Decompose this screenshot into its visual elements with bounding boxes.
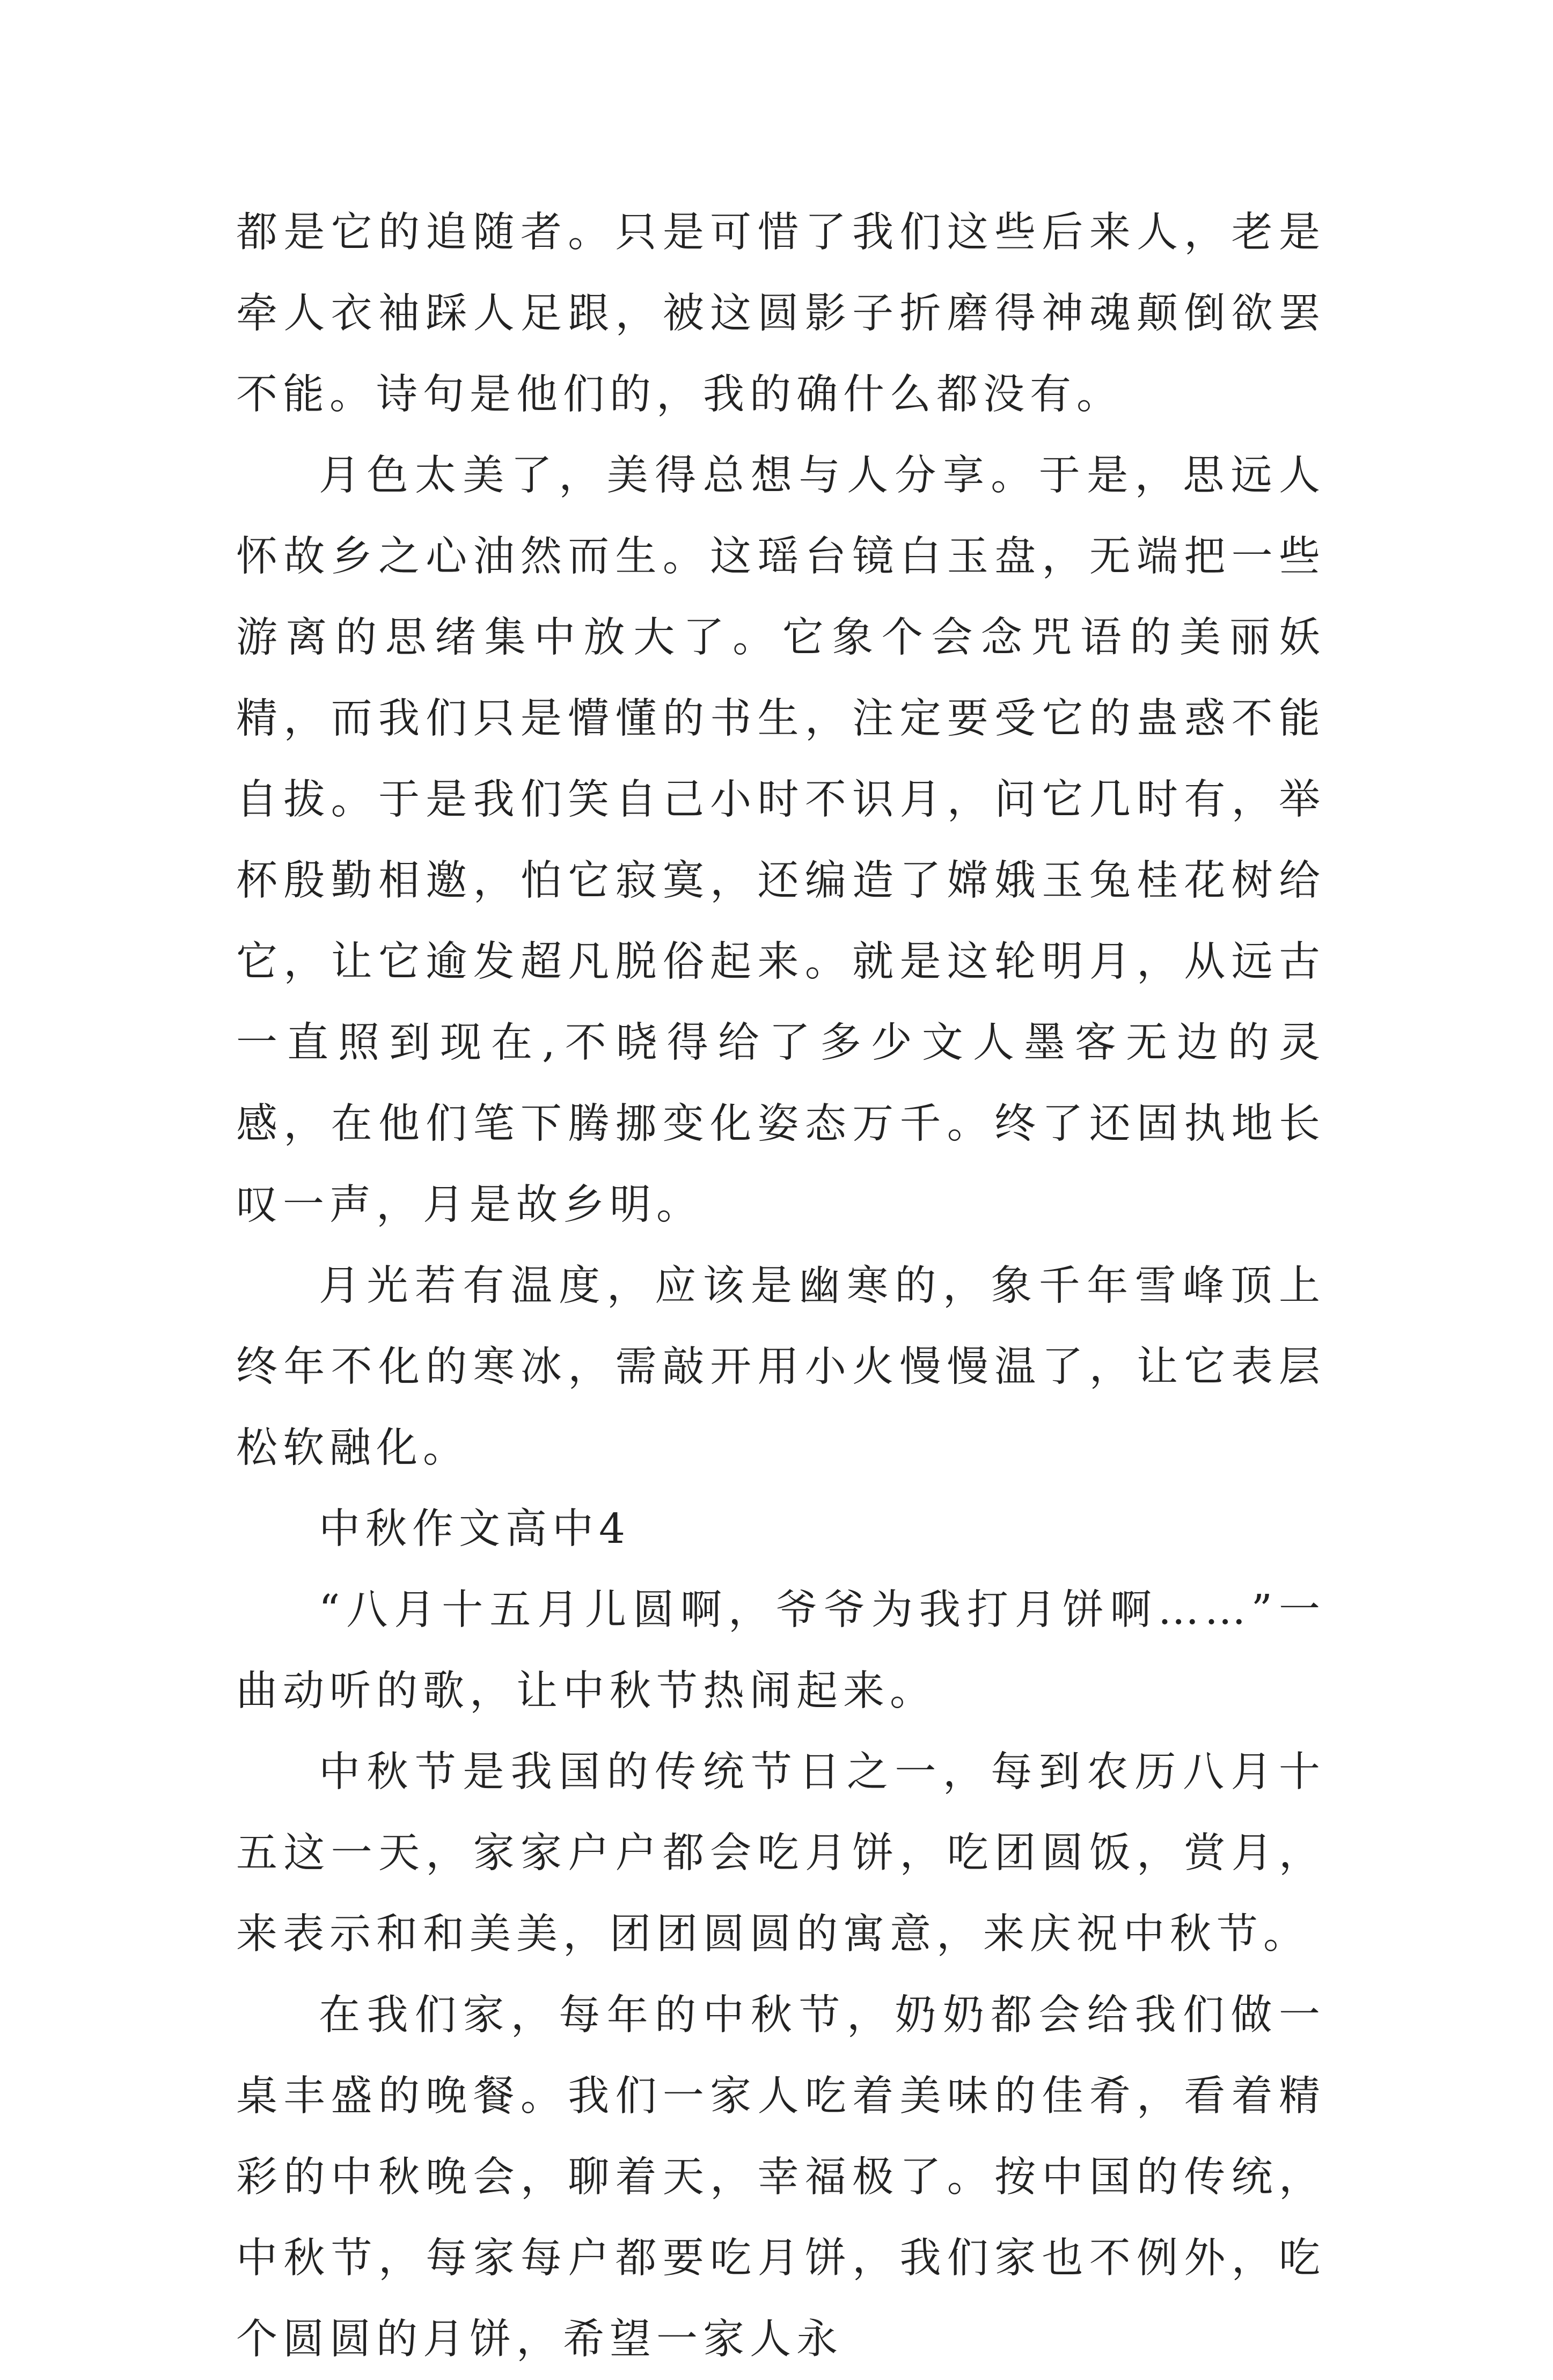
paragraph-continuation: 都是它的追随者。只是可惜了我们这些后来人，老是牵人衣袖踩人足跟，被这圆影子折磨得神魂颠倒欲罢不能。诗句是他们的，我的确什么都没有。: [236, 209, 1325, 419]
paragraph-family-dinner: 在我们家，每年的中秋节，奶奶都会给我们做一桌丰盛的晚餐。我们一家人吃着美味的佳肴，看着精彩的中秋晚会，聊着天，幸福极了。按中国的传统，中秋节，每家每户都要吃月饼，我们家也不例外，吃个圆圆的月饼，希望一家人永: [236, 1991, 1325, 2363]
paragraph-moonlight-beauty: 月色太美了，美得总想与人分享。于是，思远人怀故乡之心油然而生。这瑶台镜白玉盘，无端把一些游离的思绪集中放大了。它象个会念咒语的美丽妖精，而我们只是懵懂的书生，注定要受它的蛊惑不能自拔。于是我们笑自己小时不识月，问它几时有，举杯殷勤相邀，怕它寂寞，还编造了嫦娥玉兔桂花树给它，让它逾发超凡脱俗起来。就是这轮明月，从远古一直照到现在,不晓得给了多少文人墨客无边的灵感，在他们笔下腾挪变化姿态万千。终了还固执地长叹一声，月是故乡明。: [236, 452, 1325, 1229]
section-heading: 中秋作文高中4: [319, 1505, 631, 1553]
paragraph-song: “八月十五月儿圆啊，爷爷为我打月饼啊……”一曲动听的歌，让中秋节热闹起来。: [236, 1586, 1325, 1715]
document-body: [236, 192, 1325, 2380]
paragraph-moonlight-temperature: 月光若有温度，应该是幽寒的，象千年雪峰顶上终年不化的寒冰，需敲开用小火慢慢温了，让它表层松软融化。: [236, 1262, 1325, 1472]
paragraph-festival-tradition: 中秋节是我国的传统节日之一，每到农历八月十五这一天，家家户户都会吃月饼，吃团圆饭，赏月，来表示和和美美，团团圆圆的寓意，来庆祝中秋节。: [236, 1748, 1325, 1958]
